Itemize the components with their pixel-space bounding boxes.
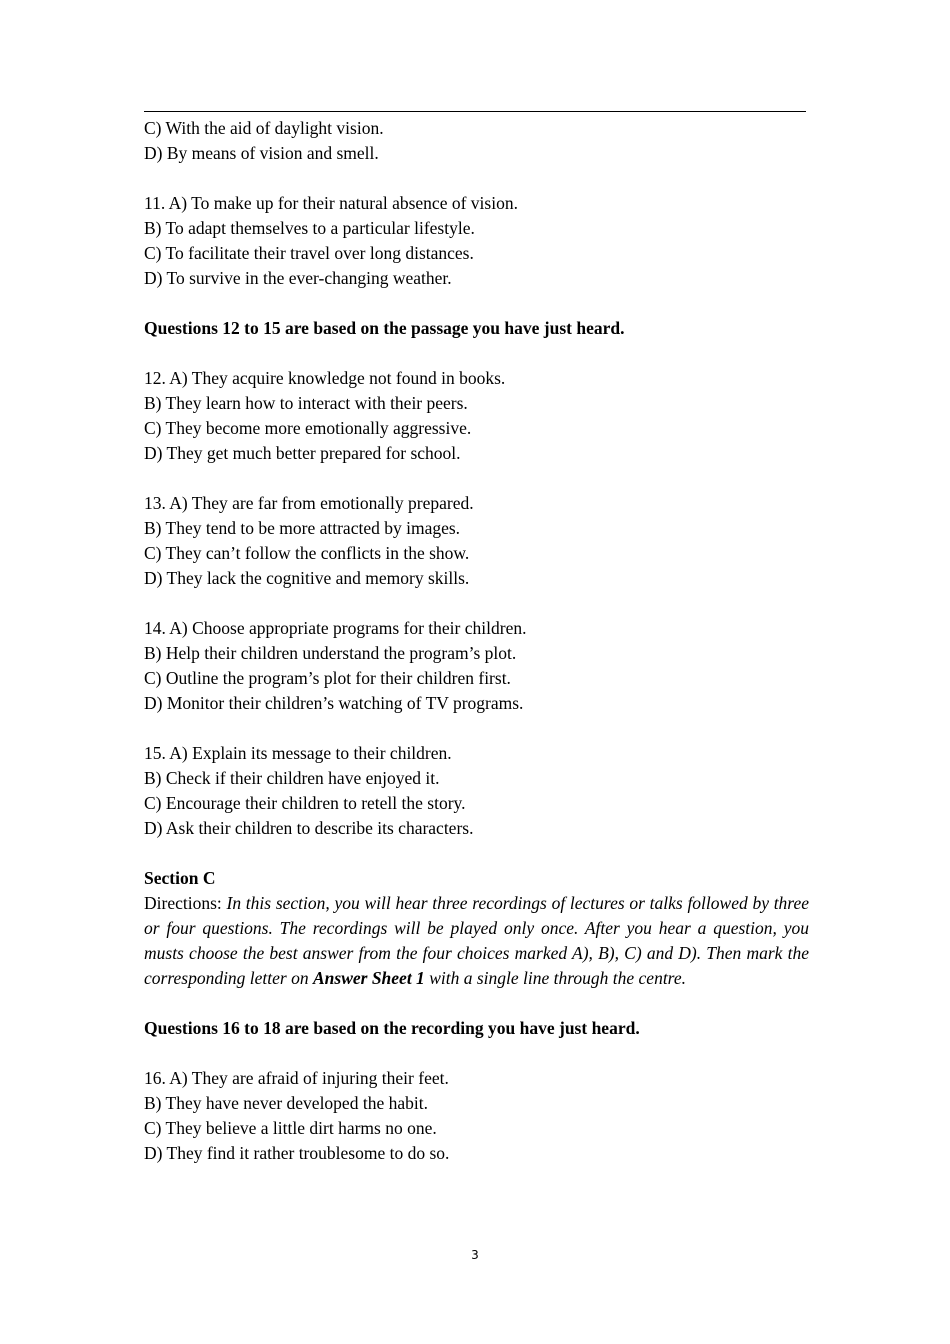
section-c-title: Section C xyxy=(144,868,216,888)
question-14 xyxy=(144,616,809,716)
question-15-option-c: C) Encourage their children to retell the story. xyxy=(144,793,466,813)
question-11-option-b: B) To adapt themselves to a particular lifestyle. xyxy=(144,218,475,238)
question-15-option-a: 15. A) Explain its message to their children. xyxy=(144,743,452,763)
question-16-option-d: D) They find it rather troublesome to do so. xyxy=(144,1143,450,1163)
question-11-option-c: C) To facilitate their travel over long distances. xyxy=(144,243,474,263)
question-13-option-a: 13. A) They are far from emotionally prepared. xyxy=(144,493,474,513)
page-content xyxy=(144,116,809,1166)
question-12-option-a: 12. A) They acquire knowledge not found in books. xyxy=(144,368,506,388)
question-10-remainder xyxy=(144,116,809,166)
directions-text-part-1: In this section, you will hear three recordings of lectures or talks followed by three or four questions. The recordings will be played only once. After you hear a question, you musts choose the best answer from the four choices marked A), B), C) and D). Then mark the corresponding letter on xyxy=(144,893,809,988)
question-12-option-c: C) They become more emotionally aggressive. xyxy=(144,418,472,438)
question-14-option-a: 14. A) Choose appropriate programs for their children. xyxy=(144,618,527,638)
spacer xyxy=(144,991,809,1016)
question-16-option-c: C) They believe a little dirt harms no one. xyxy=(144,1118,437,1138)
question-12-option-b: B) They learn how to interact with their peers. xyxy=(144,393,468,413)
directions-label: Directions: xyxy=(144,893,227,913)
question-13 xyxy=(144,491,809,591)
question-16-option-b: B) They have never developed the habit. xyxy=(144,1093,428,1113)
spacer xyxy=(144,1041,809,1066)
question-14-option-d: D) Monitor their children’s watching of TV programs. xyxy=(144,693,524,713)
question-11 xyxy=(144,191,809,291)
question-14-option-c: C) Outline the program’s plot for their children first. xyxy=(144,668,511,688)
question-10-option-d: D) By means of vision and smell. xyxy=(144,143,379,163)
question-15-option-b: B) Check if their children have enjoyed it. xyxy=(144,768,440,788)
question-12 xyxy=(144,366,809,466)
page-number: 3 xyxy=(471,1248,479,1262)
section-c-directions xyxy=(144,891,809,991)
question-16 xyxy=(144,1066,809,1166)
question-13-option-b: B) They tend to be more attracted by images. xyxy=(144,518,461,538)
question-11-option-d: D) To survive in the ever-changing weather. xyxy=(144,268,452,288)
directions-text-part-2: with a single line through the centre. xyxy=(424,968,686,988)
question-12-option-d: D) They get much better prepared for school. xyxy=(144,443,461,463)
spacer xyxy=(144,166,809,191)
questions-16-18-heading: Questions 16 to 18 are based on the recording you have just heard. xyxy=(144,1018,640,1038)
spacer xyxy=(144,716,809,741)
question-13-option-d: D) They lack the cognitive and memory skills. xyxy=(144,568,470,588)
questions-12-15-heading: Questions 12 to 15 are based on the passage you have just heard. xyxy=(144,318,625,338)
question-14-option-b: B) Help their children understand the program’s plot. xyxy=(144,643,517,663)
spacer xyxy=(144,291,809,316)
header-rule xyxy=(144,111,806,112)
answer-sheet-reference: Answer Sheet 1 xyxy=(312,968,425,988)
spacer xyxy=(144,466,809,491)
spacer xyxy=(144,841,809,866)
question-15 xyxy=(144,741,809,841)
spacer xyxy=(144,341,809,366)
question-16-option-a: 16. A) They are afraid of injuring their feet. xyxy=(144,1068,449,1088)
spacer xyxy=(144,591,809,616)
question-15-option-d: D) Ask their children to describe its characters. xyxy=(144,818,474,838)
question-10-option-c: C) With the aid of daylight vision. xyxy=(144,118,384,138)
question-11-option-a: 11. A) To make up for their natural absence of vision. xyxy=(144,193,518,213)
question-13-option-c: C) They can’t follow the conflicts in the show. xyxy=(144,543,470,563)
